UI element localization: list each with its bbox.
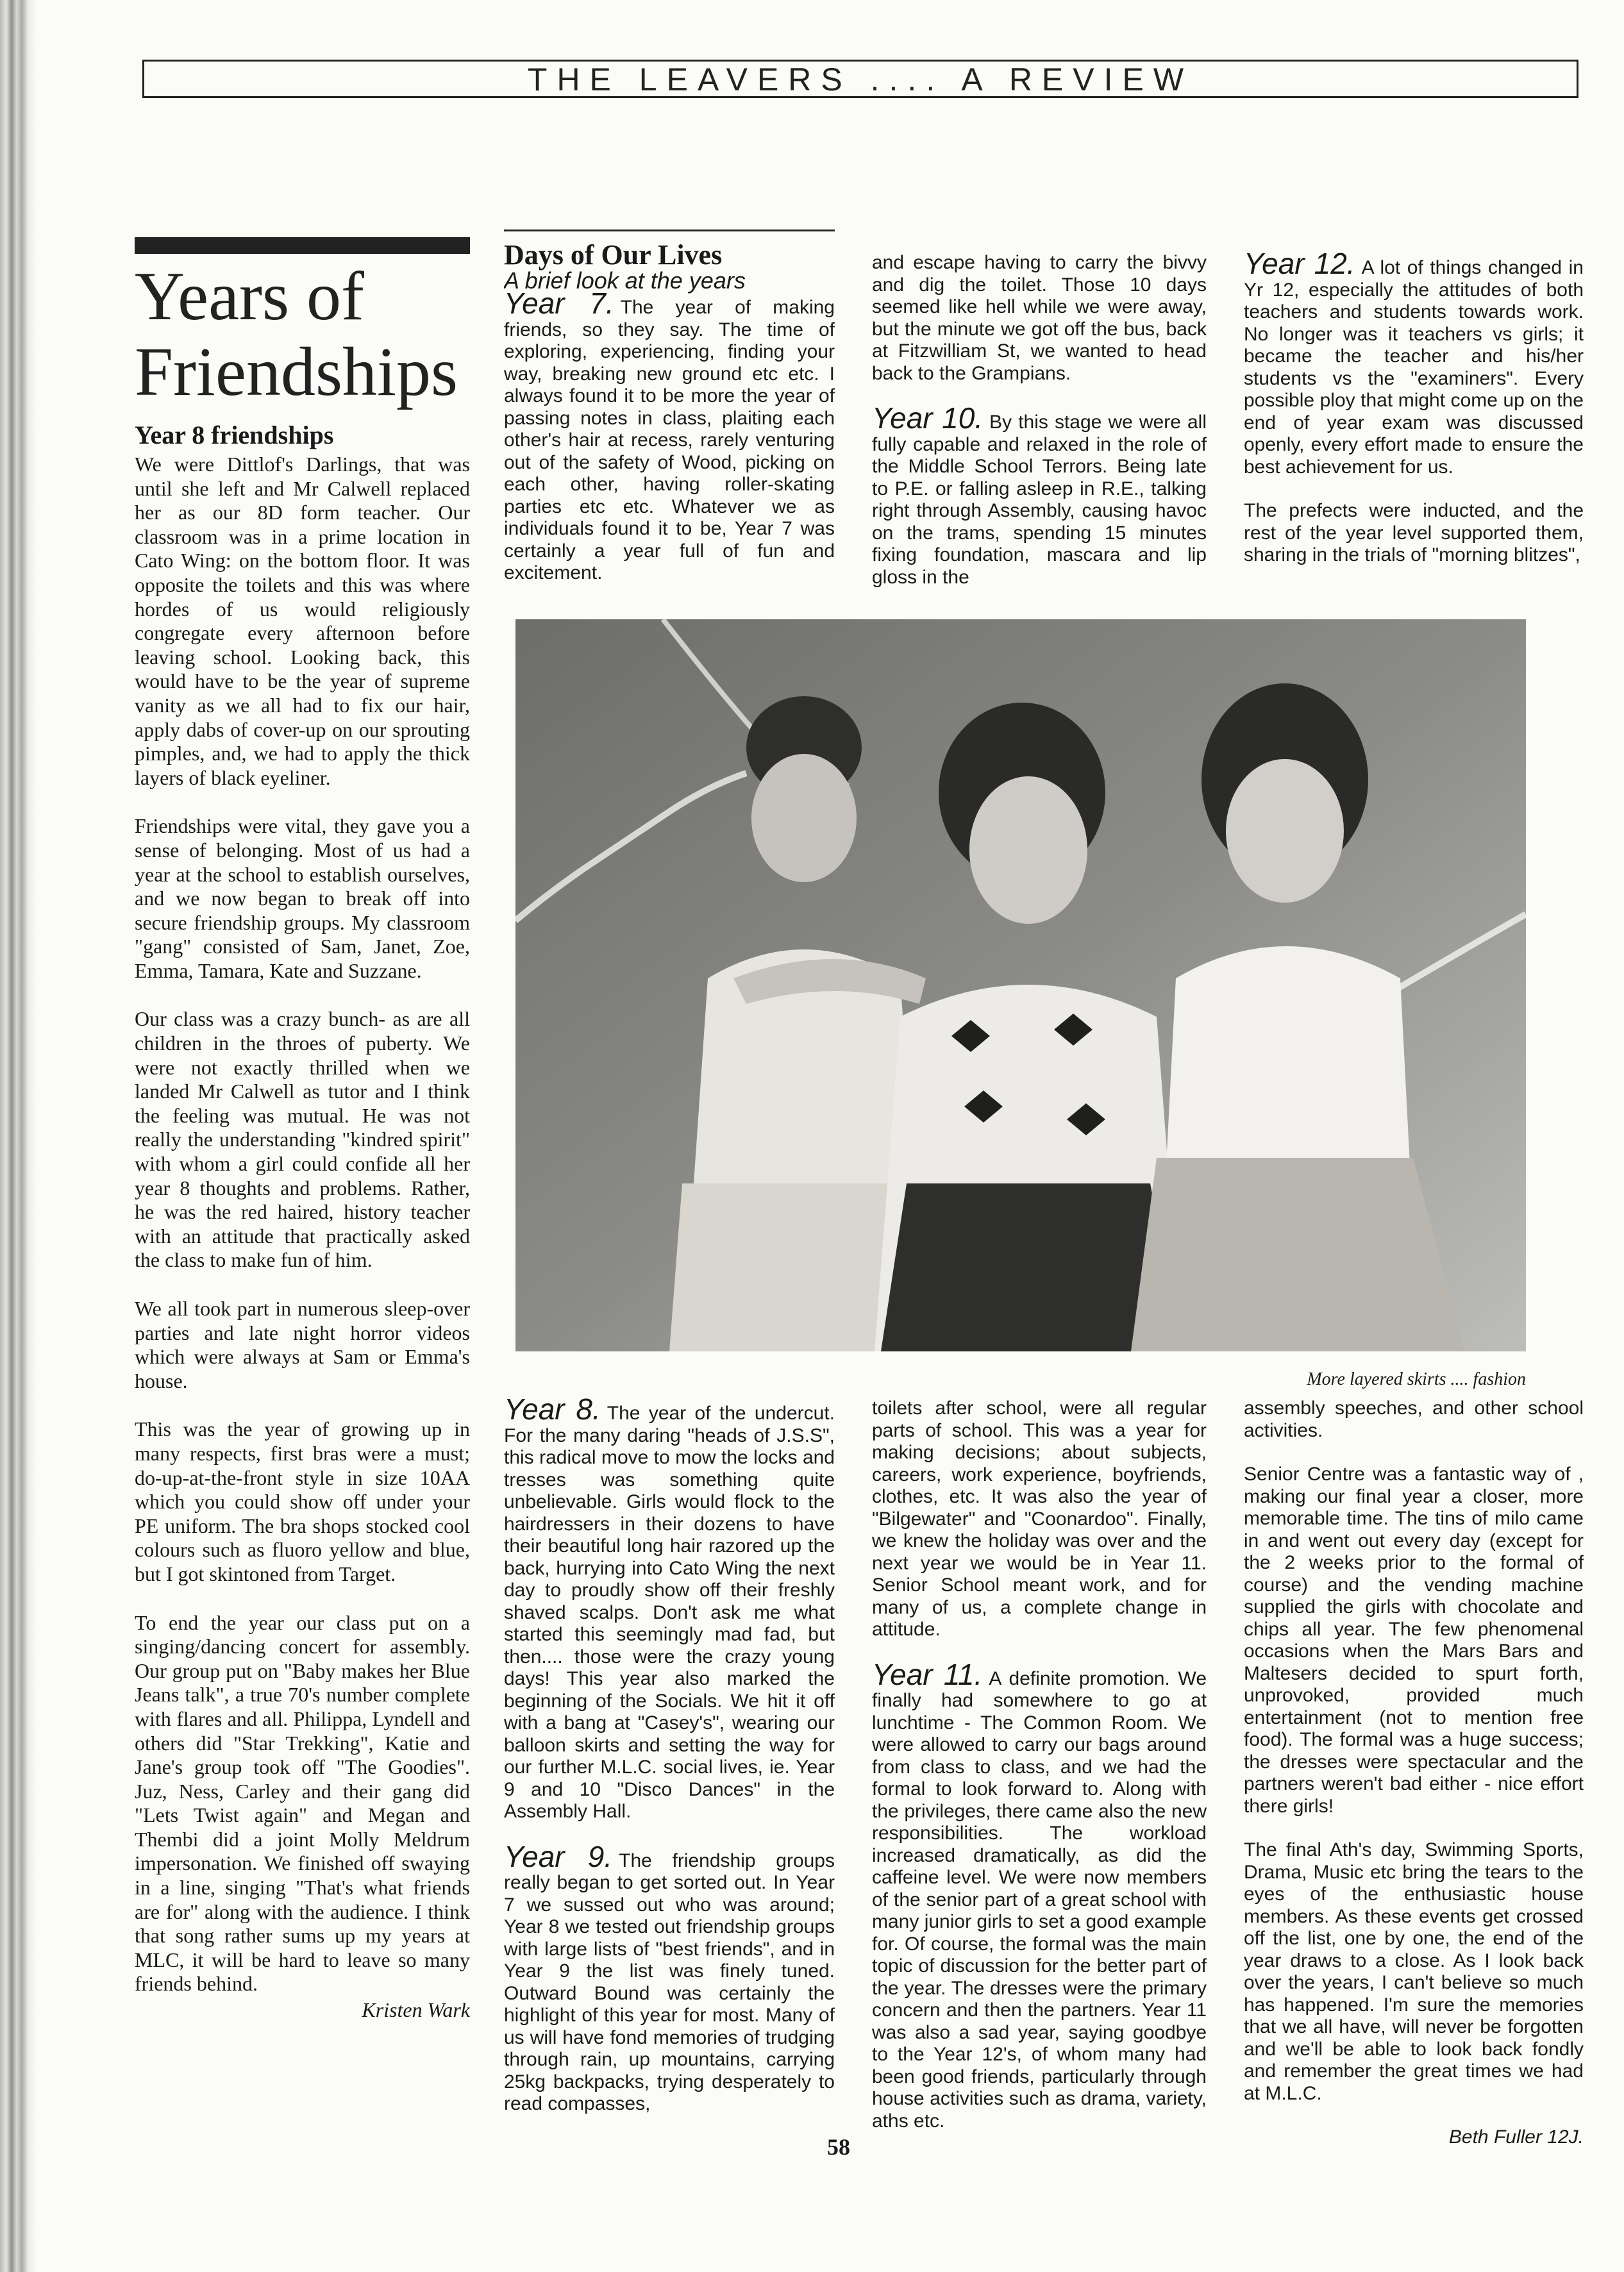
paragraph-year-8: [504, 1398, 835, 1823]
author-signature: Kristen Wark: [362, 1998, 470, 2022]
column-3-bottom: [872, 1398, 1207, 2160]
paragraph-year-10: [872, 401, 1207, 589]
paragraph: assembly speeches, and other school activities.: [1244, 1398, 1584, 1441]
column-4-top: [1244, 252, 1584, 589]
paragraph-text: The friendship groups really began to get sorted out. In Year 7 we sussed out who was around; Year 8 we tested out friendship groups with large lists of "best friends", and in Year 9 the list was finely tuned. Outward Bound was certainly the highlight of this year for most. Many of us will have fond memories of trudging through rain, up mountains, carrying 25kg backpacks, trying desperately to read compasses,: [504, 1850, 835, 2114]
year-heading: Year 9.: [504, 1839, 613, 1873]
title-rule: [135, 237, 470, 254]
paragraph-text: The year of the undercut. For the many daring "heads of J.S.S", this radical move to mow the locks and tresses was something quite unbelievable. Girls would flock to the hairdressers in their dozens to have their beautiful long hair razored up the back, hurrying into Cato Wing the next day to proudly show off their freshly shaved scalps. Don't ask me what started this seemingly mad fad, but then.... those were the crazy young days! This year also marked the beginning of the Socials. We hit it off with a bang at "Casey's", wearing our balloon skirts and setting the way for our further M.L.C. social lives, ie. Year 9 and 10 "Disco Dances" in the Assembly Hall.: [504, 1403, 835, 1822]
group-photo: [515, 619, 1526, 1351]
paragraph: To end the year our class put on a singing/dancing concert for assembly. Our group put on "Baby makes her Blue Jeans talk", a true 70's number complete with flares and all. Philippa, Lyndell and others did "Star Trekking", Katie and Jane's group took off "The Goodies". Juz, Ness, Carley and their gang did "Lets Twist again" and Megan and Thembi did a joint Molly Meldrum impersonation. We finished off swaying in a line, singing "That's what friends are for" along with the audience. I think that song rather sums up my years at MLC, it will be hard to leave so many friends behind.: [135, 1610, 470, 1996]
article-years-of-friendships: [135, 237, 470, 2154]
year-heading: Year 10.: [872, 401, 984, 435]
year-heading: Year 7.: [504, 287, 614, 320]
page-number: 58: [827, 2134, 850, 2160]
year-heading: Year 8.: [504, 1398, 601, 1426]
paragraph: Senior Centre was a fantastic way of , making our final year a closer, more memorable time. The tins of milo came in and went out every day (except for the 2 weeks prior to the formal of course) and the vending machine supplied the girls with chocolate and chips all year. The few phenomenal occasions when the Mars Bars and Maltesers decided to spurt forth, unprovoked, provided much entertainment (not to mention free food). The formal was a huge success; the dresses were spectacular and the partners weren't bad either - nice effort there girls!: [1244, 1464, 1584, 1817]
paragraph: and escape having to carry the bivvy and dig the toilet. Those 10 days seemed like hell while we were away, but the minute we got off the bus, back at Fitzwilliam St, we wanted to head back to the Grampians.: [872, 252, 1207, 384]
article-subtitle: Year 8 friendships: [135, 421, 334, 449]
year-heading: Year 11.: [872, 1657, 983, 1691]
paragraph: The final Ath's day, Swimming Sports, Drama, Music etc bring the tears to the eyes of the enthusiastic house members. As these events get crossed off the list, one by one, the end of the year draws to a close. As I look back over the years, I can't believe so much has happened. I'm sure the memories that we all have, will never be forgotten and we'll be able to look back fondly and remember the great times we had at M.L.C.: [1244, 1839, 1584, 2104]
paragraph: We were Dittlof's Darlings, that was until she left and Mr Calwell replaced her as our 8D form teacher. Our classroom was in a prime location in Cato Wing: on the bottom floor. It was opposite the toilets and this was where hordes of us would religiously congregate every afternoon before leaving school. Looking back, this would have to be the year of supreme vanity as we all had to fix our hair, apply dabs of cover-up on our sprouting pimples, and, we had to apply the thick layers of black eyeliner.: [135, 453, 470, 789]
paragraph-text: A definite promotion. We finally had somewhere to go at lunchtime - The Common Room. We were allowed to carry our bags around from class to class, and we had the formal to look forward to. Along with the privileges, there came also the new responsibilities. The workload increased dramatically, as did the caffeine level. We were now members of the senior part of a great school with many junior girls to set a good example for. Of course, the formal was the main topic of discussion for the better part of the year. The dresses were the primary concern and then the partners. Year 11 was also a sad year, saying goodbye to the Year 12's, of whom many had been good friends, particularly through house activities such as drama, variety, aths etc.: [872, 1667, 1207, 2132]
paragraph-text: A lot of things changed in Yr 12, especially the attitudes of both teachers and students towards work. No longer was it teachers vs girls; it became the teacher and his/her students vs the "examiners". Every possible ploy that might come up on the end of year exam was discussed openly, every effort made to ensure the best achievement for us.: [1244, 257, 1584, 478]
paragraph: Friendships were vital, they gave you a sense of belonging. Most of us had a year at the school to establish ourselves, and we now began to break off into secure friendship groups. My classroom "gang" consisted of Sam, Janet, Zoe, Emma, Tamara, Kate and Suzzane.: [135, 814, 470, 982]
paragraph-year-12: [1244, 252, 1584, 478]
paragraph-year-11: [872, 1657, 1207, 2133]
paragraph: Our class was a crazy bunch- as are all children in the throes of puberty. We were not exactly thrilled when we landed Mr Calwell as tutor and I think the feeling was mutual. He was not really the understanding "kindred spirit" with whom a girl could confide all her year 8 thoughts and problems. Rather, he was the red haired, history teacher with an attitude that practically asked the class to make fun of him.: [135, 1007, 470, 1272]
page-binding-edge: [0, 0, 37, 2272]
article-title: Days of Our Lives: [504, 239, 723, 271]
paragraph: This was the year of growing up in many respects, first bras were a must; do-up-at-the-front style in size 10AA which you could show off under your PE uniform. The bra shops stocked cool colours such as fluoro yellow and blue, but I got skintoned from Target.: [135, 1417, 470, 1585]
photo-caption: More layered skirts .... fashion: [1307, 1369, 1526, 1389]
paragraph-text: By this stage we were all fully capable and relaxed in the role of the Middle School Terrors. Being late to P.E. or falling asleep in R.E., talking right through Assembly, causing havoc on the trams, spending 15 minutes fixing foundation, mascara and lip gloss in the: [872, 412, 1207, 588]
column-4-bottom: [1244, 1398, 1584, 2193]
section-banner: THE LEAVERS .... A REVIEW: [142, 60, 1578, 98]
article-days-of-our-lives: [504, 230, 835, 599]
article-title: Years of Friendships: [135, 258, 458, 410]
paragraph-text: The year of making friends, so they say. The time of exploring, experiencing, finding your way, breaking new ground etc etc. I always found it to be more the year of passing notes in class, plaiting each other's hair at recess, rarely venturing out of the safety of Wood, picking on each other, having roller-skating parties etc etc. Whatever we as individuals found it to be, Year 7 was certainly a year full of fun and excitement.: [504, 297, 835, 583]
author-signature: Beth Fuller 12J.: [1448, 2126, 1584, 2148]
year-heading: Year 12.: [1244, 252, 1355, 280]
paragraph-year-7: [504, 287, 835, 585]
column-2-bottom: [504, 1398, 835, 2160]
article-subtitle: A brief look at the years: [504, 267, 746, 294]
paragraph: We all took part in numerous sleep-over parties and late night horror videos which were always at Sam or Emma's house.: [135, 1297, 470, 1392]
column-3-top: [872, 252, 1207, 589]
paragraph-year-9: [504, 1839, 835, 2116]
paragraph: toilets after school, were all regular parts of school. This was a year for making decisions; about subjects, careers, work experience, boyfriends, clothes, etc. It was also the year of "Bilgewater" and "Coonardoo". Finally, we knew the holiday was over and the next year we would be in Year 11. Senior School meant work, and for many of us, a complete change in attitude.: [872, 1398, 1207, 1640]
paragraph: The prefects were inducted, and the rest of the year level supported them, sharing in the trials of "morning blitzes",: [1244, 500, 1584, 565]
